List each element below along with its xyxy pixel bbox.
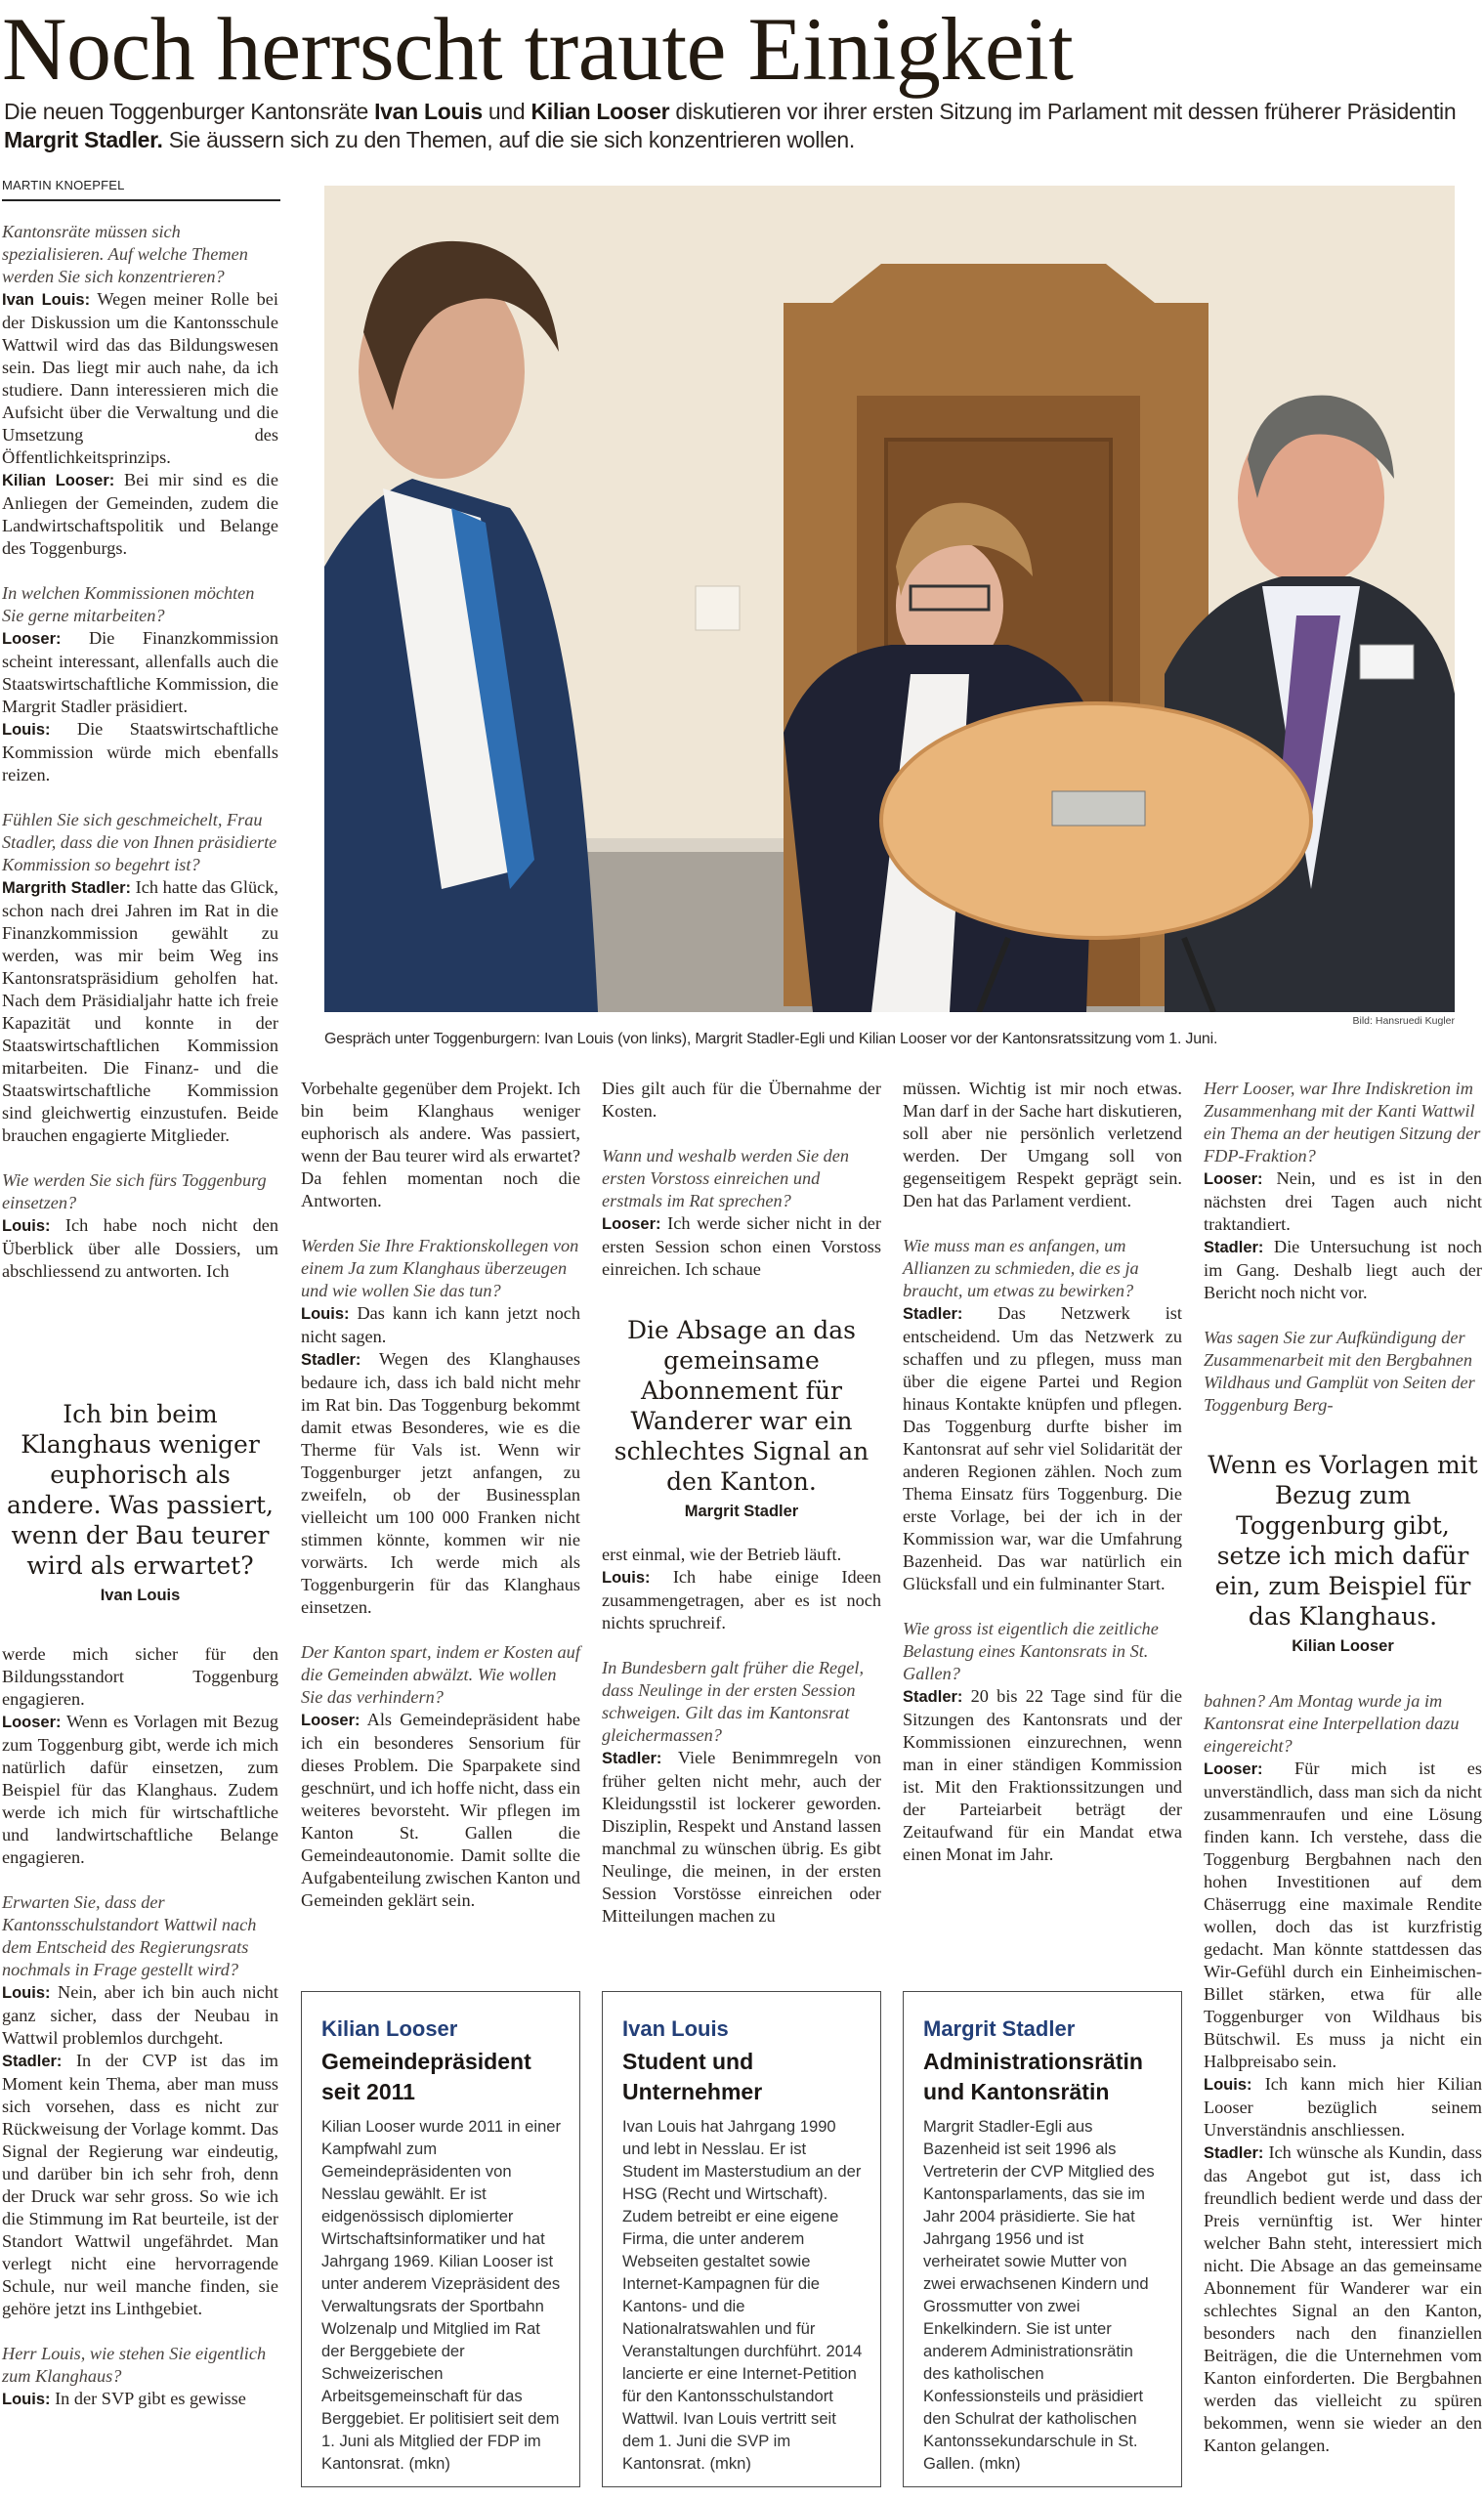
speaker-label: Stadler: [903, 1688, 963, 1706]
lead-name-looser: Kilian Looser [530, 99, 670, 124]
answer-text: Ich wünsche als Kundin, dass das Angebot gut ist, dass ich freundlich bedient werde und dass der Preis vernünftig ist. Wer hinter welcher Bahn steht, interessiert mich nicht. Die Absage an das gemeinsame Abonnement für Wanderer war ein schlechtes Signal an den Kanton, besonders nach den finanziellen Beiträgen, die die Unternehmen vom Kanton einforderten. Die Bergbahnen werden das vielleicht zu spüren bekommen, wenn sie wieder an den Kanton gelangen. [1204, 2142, 1482, 2455]
interview-question: Erwarten Sie, dass der Kantonsschulstandort Wattwil nach dem Entscheid des Regierungsrats nochmals in Frage gestellt wird? [2, 1892, 257, 1979]
speaker-label: Looser: [2, 1714, 62, 1731]
profile-role: Student und Unternehmer [622, 2049, 763, 2104]
interview-question: Herr Looser, war Ihre Indiskretion im Zusammenhang mit der Kanti Wattwil ein Thema an der heutigen Sitzung der FDP-Fraktion? [1204, 1079, 1481, 1166]
answer-text: In der CVP ist das im Moment kein Thema, aber man muss sich vorsehen, dass es nicht zur Rückweisung der Vorlage kommt. Das Signal der Regierung war eindeutig, und darüber bin ich sehr froh, denn der Druck war sehr gross. So wie ich die Stimmung im Rat beurteile, ist der Standort Wattwil ungefährdet. Man verlegt nicht eine hervorragende Schule, nur weil manche finden, sie gehöre jetzt ins Linthgebiet. [2, 2051, 278, 2318]
interview-answer [1204, 1236, 1482, 1304]
interview-answer [1204, 1758, 1482, 2073]
interview-question: Wie werden Sie sich fürs Toggenburg einsetzen? [2, 1170, 267, 1212]
byline: MARTIN KNOEPFEL [2, 178, 280, 201]
answer-text: Das kann ich kann jetzt noch nicht sagen. [301, 1303, 580, 1346]
speaker-label: Stadler: [602, 1750, 662, 1767]
answer-text: Bei mir sind es die Anliegen der Gemeinden, zudem die Landwirtschaftspolitik und Belange des Toggenburgs. [2, 470, 278, 558]
answer-text: Die Staatswirtschaftliche Kommission würde mich ebenfalls reizen. [2, 719, 278, 784]
interview-question: In Bundesbern galt früher die Regel, dass Neulinge in der ersten Session schweigen. Gilt das im Kantonsrat gleichermassen? [602, 1658, 865, 1745]
lead-text: diskutieren vor ihrer ersten Sitzung im Parlament mit dessen früherer Präsidentin [669, 99, 1457, 124]
speaker-label: Looser: [1204, 1760, 1263, 1778]
answer-text: Ich habe einige Ideen zusammengetragen, aber es ist noch nichts spruchreif. [602, 1567, 881, 1632]
pullquote-kilian-looser [1204, 1450, 1482, 1656]
lead-name-stadler: Margrit Stadler. [4, 127, 163, 152]
speaker-label: Looser: [602, 1215, 661, 1233]
interview-answer [301, 1302, 580, 1348]
interview-answer [2, 1643, 278, 1711]
pullquote-author: Kilian Looser [1292, 1637, 1394, 1655]
column-3-top [602, 1078, 881, 1281]
interview-question: Wie muss man es anfangen, um Allianzen zu schmieden, die es ja braucht, um etwas zu bewirken? [903, 1236, 1139, 1300]
interview-answer [602, 1544, 881, 1566]
answer-text: Ich hatte das Glück, schon nach drei Jahren im Rat in die Finanzkommission gewählt zu werden, was mir beim Weg ins Kantonsratspräsidium geholfen hat. Nach dem Präsidialjahr hatte ich freie Kapazität und konnte in der Staatswirtschaftlichen Kommission mitarbeiten. Die Finanz- und die Staatswirtschaftliche Kommission sind gleichwertig einzustufen. Beide brauchen engagierte Mitglieder. [2, 877, 278, 1145]
interview-answer [301, 1709, 580, 1912]
wall-sign [696, 586, 740, 630]
speaker-label: Louis: [301, 1305, 350, 1323]
speaker-label: Louis: [2, 1217, 51, 1235]
column-5-top [1204, 1078, 1482, 1417]
answer-text: Vorbehalte gegenüber dem Projekt. Ich bin beim Klanghaus weniger euphorisch als andere. Was passiert, wenn der Bau teurer wird als erwartet? Da fehlen momentan noch die Antworten. [301, 1079, 580, 1210]
speaker-label: Stadler: [1204, 1239, 1264, 1256]
interview-answer [2, 1711, 278, 1869]
answer-text: werde mich sicher für den Bildungsstandort Toggenburg engagieren. [2, 1644, 278, 1709]
answer-text: Viele Benimmregeln von früher gelten nicht mehr, auch der Kleidungsstil ist lockerer geworden. Disziplin, Respekt und Anstand lassen manchmal zu wünschen übrig. Es gibt Neulinge, die meinen, in der ersten Session Vorstösse einreichen oder Mitteilungen machen zu [602, 1748, 881, 1926]
interview-answer [1204, 2141, 1482, 2457]
interview-answer [602, 1212, 881, 1281]
speaker-label: Louis: [2, 721, 51, 739]
column-2 [301, 1078, 580, 1912]
answer-text: Nein, und es ist in den nächsten drei Tagen auch nicht traktandiert. [1204, 1168, 1482, 1234]
answer-text: Wenn es Vorlagen mit Bezug zum Toggenburg gibt, werde ich mich natürlich dafür einsetzen, zum Beispiel für das Klanghaus. Zudem werde ich mich für wirtschaftliche und landwirtschaftliche Belange engagieren. [2, 1712, 278, 1867]
speaker-label: Louis: [2, 2391, 51, 2408]
interview-question: Wann und weshalb werden Sie den ersten Vorstoss einreichen und erstmals im Rat sprechen? [602, 1146, 850, 1210]
interview-answer [2, 2388, 278, 2411]
interview-answer [2, 876, 278, 1147]
photo-credit: Bild: Hansruedi Kugler [1352, 1015, 1455, 1027]
interview-answer [2, 2050, 278, 2320]
interview-answer [1204, 2073, 1482, 2141]
profile-box-ivan-louis [602, 1991, 881, 2487]
pullquote-margrit-stadler [602, 1315, 881, 1521]
voice-recorder [1052, 791, 1145, 826]
profile-box-kilian-looser [301, 1991, 580, 2487]
profile-role: Gemeindepräsident seit 2011 [321, 2049, 531, 2104]
answer-text: In der SVP gibt es gewisse [50, 2389, 246, 2408]
interview-answer [903, 1685, 1182, 1866]
interview-answer [2, 718, 278, 786]
interview-answer [903, 1078, 1182, 1212]
column-1-top [2, 221, 278, 1283]
answer-text: Ich kann mich hier Kilian Looser bezüglich seinem Unverständnis anschliessen. [1204, 2074, 1482, 2140]
speaker-label: Stadler: [1204, 2144, 1264, 2162]
column-1-bottom [2, 1643, 278, 2411]
profile-box-margrit-stadler [903, 1991, 1182, 2487]
speaker-label: Louis: [602, 1569, 651, 1587]
interview-answer [2, 1981, 278, 2050]
interview-answer [602, 1566, 881, 1634]
interview-question: Was sagen Sie zur Aufkündigung der Zusammenarbeit mit den Bergbahnen Wildhaus und Gamplüt von Seiten der Toggenburg Berg- [1204, 1328, 1475, 1415]
pullquote-author: Margrit Stadler [684, 1503, 799, 1520]
profile-name: Margrit Stadler [923, 2016, 1076, 2041]
speaker-label: Stadler: [301, 1351, 361, 1369]
answer-text: Als Gemeindepräsident habe ich ein besonderes Sensorium für dieses Problem. Die Sparpakete sind geschnürt, und ich hoffe nicht, dass ein weiteres bevorsteht. Wir pflegen im Kanton St. Gallen die Gemeindeautonomie. Damit sollte die Aufgabenteilung zwischen Kanton und Gemeinden geklärt sein. [301, 1710, 581, 1910]
speaker-label: Stadler: [2, 2053, 63, 2070]
photo-illustration [324, 186, 1455, 1012]
pullquote-text: Die Absage an das gemeinsame Abonnement für Wanderer war ein schlechtes Signal an den Kanton. [614, 1316, 869, 1496]
speaker-label: Ivan Louis: [2, 291, 91, 309]
interview-question: Der Kanton spart, indem er Kosten auf die Gemeinden abwälzt. Wie wollen Sie das verhindern? [301, 1642, 580, 1707]
answer-text: müssen. Wichtig ist mir noch etwas. Man darf in der Sache hart diskutieren, soll aber nie persönlich verletzend werden. Der Umgang soll von gegenseitigem Respekt geprägt sein. Den hat das Parlament verdient. [903, 1079, 1182, 1210]
answer-text: Wegen meiner Rolle bei der Diskussion um die Kantonsschule Wattwil wird das das Bildungswesen sein. Das liegt mir auch nahe, da ich studiere. Dann interessieren mich die Aufsicht über die Verwaltung und die Umsetzung des Öffentlichkeitsprinzips. [2, 289, 279, 467]
interview-question: Kantonsräte müssen sich spezialisieren. Auf welche Themen werden Sie sich konzentrieren? [2, 222, 248, 286]
profile-bio: Margrit Stadler-Egli aus Bazenheid ist seit 1996 als Vertreterin der CVP Mitglied des Kantonsparlaments, das sie im Jahr 2004 präsidierte. Sie hat Jahrgang 1956 und ist verheiratet sowie Mutter von zwei erwachsenen Kindern und Grossmutter von zwei Enkelkindern. Sie ist unter anderem Administrationsrätin des katholischen Konfessionsteils und präsidiert den Schulrat der katholischen Kantonssekundarschule in St. Gallen. (mkn) [923, 2117, 1155, 2473]
article-lead [4, 98, 1484, 154]
interview-answer [301, 1078, 580, 1212]
speaker-label: Margrith Stadler: [2, 879, 132, 897]
column-4 [903, 1078, 1182, 1866]
interview-answer [301, 1348, 580, 1619]
interview-answer [602, 1747, 881, 1928]
pullquote-text: Ich bin beim Klanghaus weniger euphorisch als andere. Was passiert, wenn der Bau teurer wird als erwartet? [7, 1400, 274, 1580]
lead-text: Die neuen Toggenburger Kantonsräte [4, 99, 375, 124]
interview-answer [1204, 1167, 1482, 1236]
profile-bio: Ivan Louis hat Jahrgang 1990 und lebt in Nesslau. Er ist Student im Masterstudium an der HSG (Recht und Wirtschaft). Zudem betreibt er eine eigene Firma, die unter anderem Webseiten gestaltet sowie Internet-Kampagnen für die Kantons- und die Nationalratswahlen und für Veranstaltungen durchführt. 2014 lancierte er eine Internet-Petition für den Kantonsschulstandort Wattwil. Ivan Louis vertritt seit dem 1. Juni die SVP im Kantonsrat. (mkn) [622, 2117, 863, 2473]
answer-text: 20 bis 22 Tage sind für die Sitzungen des Kantonsrats und der Kommissionen einzurechnen, wenn man in einer ständigen Kommission ist. Mit den Fraktionssitzungen und der Parteiarbeit beträgt der Zeitaufwand für ein Mandat etwa einen Monat im Jahr. [903, 1686, 1182, 1864]
speaker-label: Stadler: [903, 1305, 963, 1323]
answer-text: Wegen des Klanghauses bedaure ich, dass ich bald nicht mehr im Rat bin. Das Toggenburg bekommt damit etwas Besonderes, wie es die Therme für Vals ist. Wenn wir Toggenburger jetzt anfangen, zu zweifeln, ob der Businessplan vielleicht um 100 000 Franken nicht stimmen könnte, kommen wir nie vorwärts. Ich werde mich als Toggenburgerin für das Klanghaus einsetzen. [301, 1349, 580, 1617]
answer-text: Nein, aber ich bin auch nicht ganz sicher, dass der Neubau in Wattwil problemlos durchgeht. [2, 1982, 278, 2048]
article-photo [324, 186, 1455, 1012]
answer-text: Ich werde sicher nicht in der ersten Session schon einen Vorstoss einreichen. Ich schaue [602, 1213, 881, 1279]
pullquote-text: Wenn es Vorlagen mit Bezug zum Toggenburg gibt, setze ich mich dafür ein, zum Beispiel für das Klanghaus. [1208, 1451, 1478, 1631]
interview-question: Herr Louis, wie stehen Sie eigentlich zum Klanghaus? [2, 2344, 267, 2386]
speaker-label: Looser: [301, 1712, 360, 1729]
lead-text: Sie äussern sich zu den Themen, auf die sie sich konzentrieren wollen. [162, 127, 855, 152]
interview-question: In welchen Kommissionen möchten Sie gerne mitarbeiten? [2, 583, 255, 625]
speaker-label: Looser: [2, 630, 62, 648]
column-5-bottom [1204, 1690, 1482, 2457]
pullquote-author: Ivan Louis [100, 1587, 181, 1604]
interview-answer [2, 1214, 278, 1283]
profile-name: Ivan Louis [622, 2016, 729, 2041]
pullquote-ivan-louis [2, 1399, 278, 1605]
interview-question: Fühlen Sie sich geschmeichelt, Frau Stadler, dass die von Ihnen präsidierte Kommission so begehrt ist? [2, 810, 277, 874]
answer-text: Dies gilt auch für die Übernahme der Kosten. [602, 1079, 881, 1121]
interview-question: Werden Sie Ihre Fraktionskollegen von einem Ja zum Klanghaus überzeugen und wie wollen Sie das tun? [301, 1236, 579, 1300]
speaker-label: Kilian Looser: [2, 472, 115, 489]
interview-answer [2, 469, 278, 560]
column-3-bottom [602, 1544, 881, 1928]
interview-answer [2, 627, 278, 718]
answer-text: Die Finanzkommission scheint interessant, allenfalls auch die Staatswirtschaftliche Kommission, die Margrit Stadler präsidiert. [2, 628, 278, 716]
interview-answer [903, 1302, 1182, 1595]
lead-name-louis: Ivan Louis [374, 99, 483, 124]
answer-text: erst einmal, wie der Betrieb läuft. [602, 1545, 842, 1564]
speaker-label: Louis: [2, 1984, 51, 2002]
interview-question: bahnen? Am Montag wurde ja im Kantonsrat eine Interpellation dazu eingereicht? [1204, 1691, 1460, 1756]
interview-answer [2, 288, 278, 469]
answer-text: Die Untersuchung ist noch im Gang. Deshalb liegt auch der Bericht noch nicht vor. [1204, 1237, 1482, 1302]
answer-text: Das Netzwerk ist entscheidend. Um das Netzwerk zu schaffen und zu pflegen, muss man über die eigene Partei und Region hinaus Kontakte knüpfen und pflegen. Das Toggenburg durfte bisher im Kantonsrat auf sehr viel Solidarität der anderen Regionen zählen. Noch zum Thema Einsatz fürs Toggenburg. Die erste Vorlage, bei der ich in der Kommission war, war die Umfahrung Bazenheid. Das war natürlich ein Glücksfall und ein fulminanter Start. [903, 1303, 1182, 1593]
profile-role: Administrationsrätin und Kantonsrätin [923, 2049, 1143, 2104]
profile-name: Kilian Looser [321, 2016, 458, 2041]
lead-text: und [482, 99, 531, 124]
interview-question: Wie gross ist eigentlich die zeitliche Belastung eines Kantonsrats in St. Gallen? [903, 1619, 1159, 1683]
speaker-label: Louis: [1204, 2076, 1252, 2094]
interview-answer [602, 1078, 881, 1123]
article-headline: Noch herrscht traute Einigkeit [2, 0, 1074, 99]
speaker-label: Looser: [1204, 1170, 1263, 1188]
answer-text: Für mich ist es unverständlich, dass man sich da nicht zusammenraufen und eine Lösung finden kann. Ich verstehe, dass die Toggenburg Bergbahnen nach den hohen Investitionen auf dem Chäserrugg eine maximale Rendite wollen, doch das ist kurzfristig gedacht. Man könnte stattdessen das Wir-Gefühl durch ein Einheimischen-Billet stärken, etwa für alle Toggenburger von Wildhaus bis Bütschwil. Es muss ja nicht ein Halbpreisabo sein. [1204, 1759, 1482, 2071]
answer-text: Ich habe noch nicht den Überblick über alle Dossiers, um abschliessend zu antworten. Ich [2, 1215, 278, 1281]
photo-caption: Gespräch unter Toggenburgern: Ivan Louis (von links), Margrit Stadler-Egli und Kilian Looser vor der Kantonsratssitzung vom 1. Juni. [324, 1031, 1218, 1047]
profile-bio: Kilian Looser wurde 2011 in einer Kampfwahl zum Gemeindepräsidenten von Nesslau gewählt. Er ist eidgenössisch diplomierter Wirtschaftsinformatiker und hat Jahrgang 1969. Kilian Looser ist unter anderem Vizepräsident des Verwaltungsrats der Sportbahn Wolzenalp und Mitglied im Rat der Berggebiete der Schweizerischen Arbeitsgemeinschaft für das Berggebiet. Er politisiert seit dem 1. Juni als Mitglied der FDP im Kantonsrat. (mkn) [321, 2117, 562, 2473]
